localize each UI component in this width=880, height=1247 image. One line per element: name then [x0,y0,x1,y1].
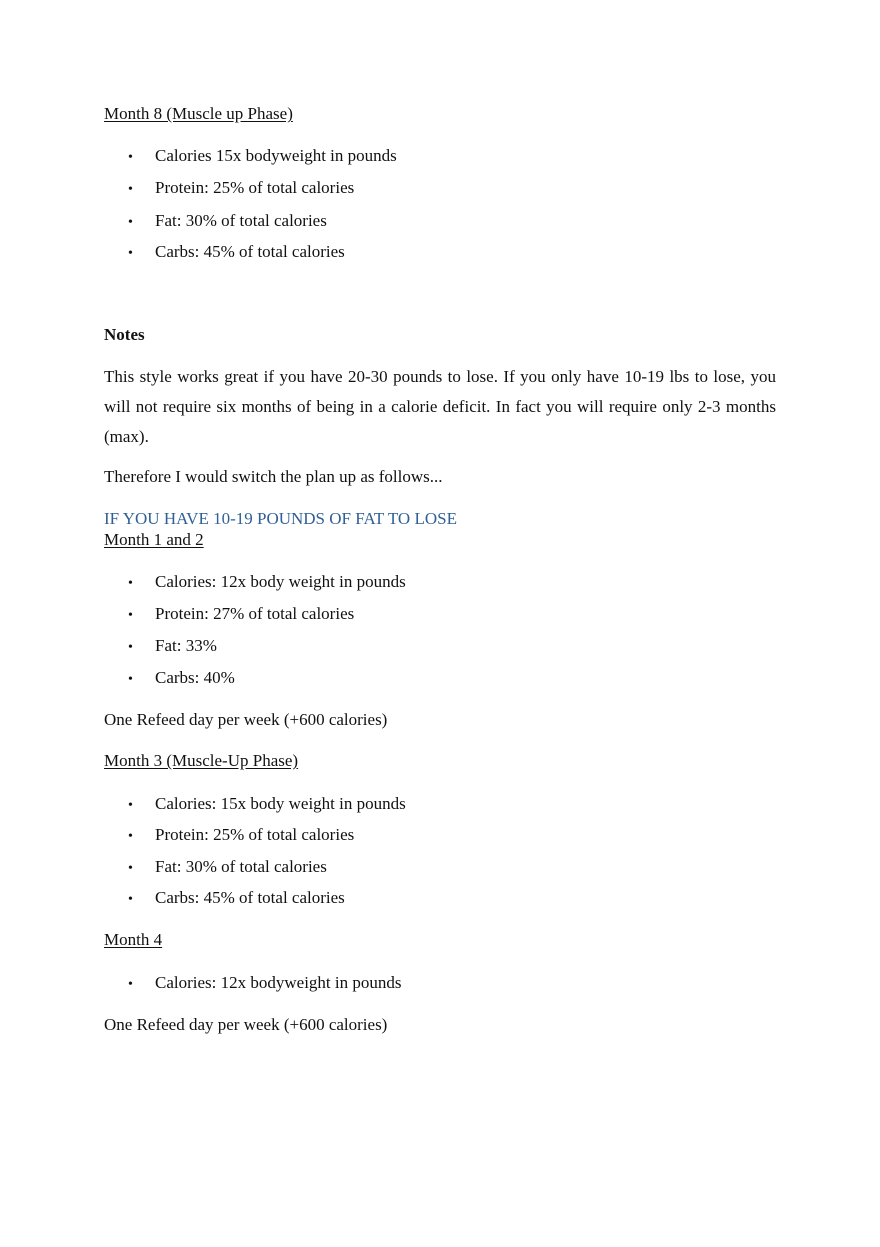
list-item: • Calories: 12x body weight in pounds [128,572,406,594]
notes-heading: Notes [104,325,145,344]
bullet-icon: • [128,215,133,230]
notes-paragraph: This style works great if you have 20-30 pounds to lose. If you only have 10-19 lbs to lose, you will not require six months of being in a calorie deficit. In fact you will require only 2-3 months (max). [104,367,776,446]
month1-2-heading: Month 1 and 2 [104,530,204,549]
month3-heading: Month 3 (Muscle-Up Phase) [104,751,299,770]
bullet-icon: • [128,829,133,844]
list-item: • Protein: 25% of total calories [128,178,354,200]
bullet-icon: • [128,861,133,876]
list-item: • Calories 15x bodyweight in pounds [128,146,397,168]
section-title: IF YOU HAVE 10-19 POUNDS OF FAT TO LOSE [104,509,457,528]
switch-text: Therefore I would switch the plan up as follows... [104,467,443,486]
list-item: • Carbs: 45% of total calories [128,888,345,910]
list-item: • Carbs: 40% [128,668,235,690]
bullet-icon: • [128,608,133,623]
bullet-icon: • [128,182,133,197]
list-item: • Protein: 25% of total calories [128,825,354,847]
month4-heading: Month 4 [104,930,163,949]
refeed-text: One Refeed day per week (+600 calories) [104,1015,388,1034]
refeed-text: One Refeed day per week (+600 calories) [104,710,388,729]
list-item: • Calories: 12x bodyweight in pounds [128,973,401,995]
list-item: • Calories: 15x body weight in pounds [128,794,406,816]
list-item: • Carbs: 45% of total calories [128,242,345,264]
month8-heading: Month 8 (Muscle up Phase) [104,104,293,123]
bullet-icon: • [128,892,133,907]
bullet-icon: • [128,640,133,655]
list-item: • Fat: 30% of total calories [128,211,327,233]
bullet-icon: • [128,798,133,813]
list-item: • Fat: 30% of total calories [128,857,327,879]
bullet-icon: • [128,672,133,687]
bullet-icon: • [128,246,133,261]
list-item: • Protein: 27% of total calories [128,604,354,626]
bullet-icon: • [128,977,133,992]
bullet-icon: • [128,150,133,165]
bullet-icon: • [128,576,133,591]
list-item: • Fat: 33% [128,636,217,658]
